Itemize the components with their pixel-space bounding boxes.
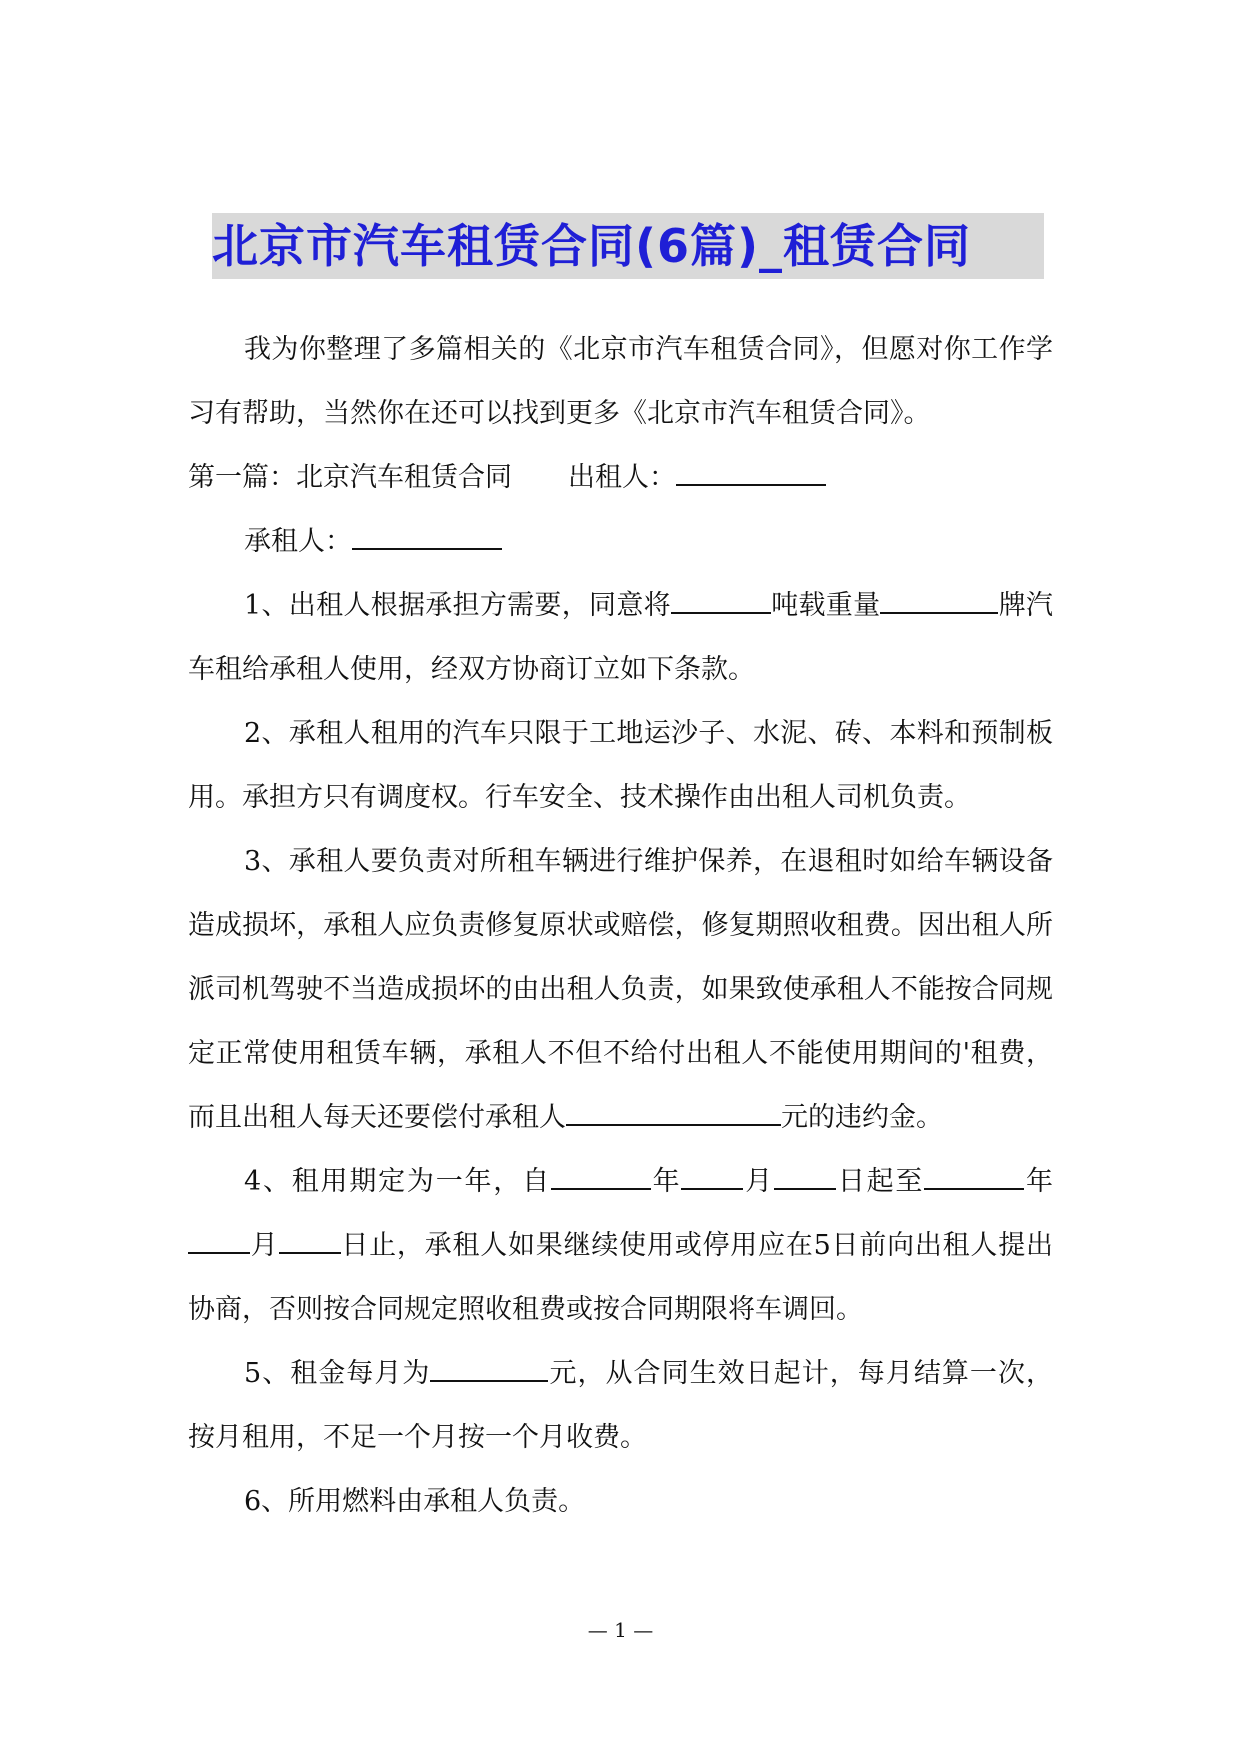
- clause-3-text-b: 元的违约金。: [781, 1102, 943, 1133]
- clause-1-text-c: 牌汽车租给承租人使用，经双方协商订立如下条款。: [188, 590, 1053, 685]
- rent-blank: [430, 1354, 548, 1382]
- clause-1: [188, 574, 1053, 702]
- end-day-blank: [279, 1226, 341, 1254]
- clause-1-text-a: 1、出租人根据承担方需要，同意将: [244, 590, 671, 621]
- start-year-blank: [551, 1162, 651, 1190]
- section-heading-line: [188, 446, 1053, 510]
- clause-4-month: 月: [743, 1166, 775, 1197]
- end-year-blank: [924, 1162, 1024, 1190]
- clause-4-from: 日起至: [836, 1166, 925, 1197]
- start-day-blank: [774, 1162, 836, 1190]
- section-heading: 第一篇：北京汽车租赁合同: [188, 462, 512, 493]
- clause-1-text-b: 吨载重量: [770, 590, 881, 621]
- brand-blank: [880, 586, 998, 614]
- lessee-line: [188, 510, 1053, 574]
- clause-5-text-a: 5、租金每月为: [244, 1358, 431, 1389]
- lessee-label: 承租人：: [244, 526, 352, 557]
- intro-line-2: 作学习有帮助，当然你在还可以找到更多《北京市汽车租赁合同》。: [188, 334, 1054, 429]
- intro-paragraph: [188, 318, 1053, 446]
- intro-line-1: 我为你整理了多篇相关的《北京市汽车租赁合同》，但愿对你工: [244, 334, 999, 365]
- lessor-label: 出租人：: [568, 462, 676, 493]
- page-number: — 1 —: [587, 1618, 654, 1642]
- document-body: [188, 318, 1053, 1534]
- end-month-blank: [188, 1226, 250, 1254]
- clause-4-month-2: 月: [250, 1230, 279, 1261]
- clause-5: [188, 1342, 1053, 1470]
- clause-4-to: 日止，承租人如果继续使用或停用应在5日前向出租人提出协商，否则按合同规定照收租费或按合同期限将车调回。: [188, 1230, 1053, 1325]
- lessee-blank: [352, 522, 502, 550]
- clause-4: [188, 1150, 1053, 1342]
- start-month-blank: [681, 1162, 743, 1190]
- clause-4-year-2: 年: [1024, 1166, 1054, 1197]
- clause-2: 2、承租人租用的汽车只限于工地运沙子、水泥、砖、本料和预制板用。承担方只有调度权。行车安全、技术操作由出租人司机负责。: [188, 718, 1053, 813]
- clause-3: [188, 830, 1053, 1150]
- penalty-blank: [566, 1098, 781, 1126]
- lessor-blank: [676, 458, 826, 486]
- clause-6: 6、所用燃料由承租人负责。: [244, 1486, 586, 1517]
- clause-5-text-b: 元，从合同生效日起计，每月结算一次，按月租用，不足一个月按一个月收费。: [188, 1358, 1053, 1453]
- clause-4-year: 年: [650, 1166, 682, 1197]
- clause-4-text-a: 4、租用期定为一年，自: [244, 1166, 551, 1197]
- document-title: 北京市汽车租赁合同(6篇)_租赁合同: [212, 219, 972, 273]
- clause-3-text-a: 3、承租人要负责对所租车辆进行维护保养，在退租时如给车辆设备造成损坏，承租人应负责修复原状或赔偿，修复期照收租费。因出租人所派司机驾驶不当造成损坏的由出租人负责，如果致使承租人不能按合同规定正常使用租赁车辆，承租人不但不给付出租人不能使用期间的'租费，而且出租人每天还要偿付承租人: [188, 846, 1053, 1133]
- tonnage-blank: [671, 586, 771, 614]
